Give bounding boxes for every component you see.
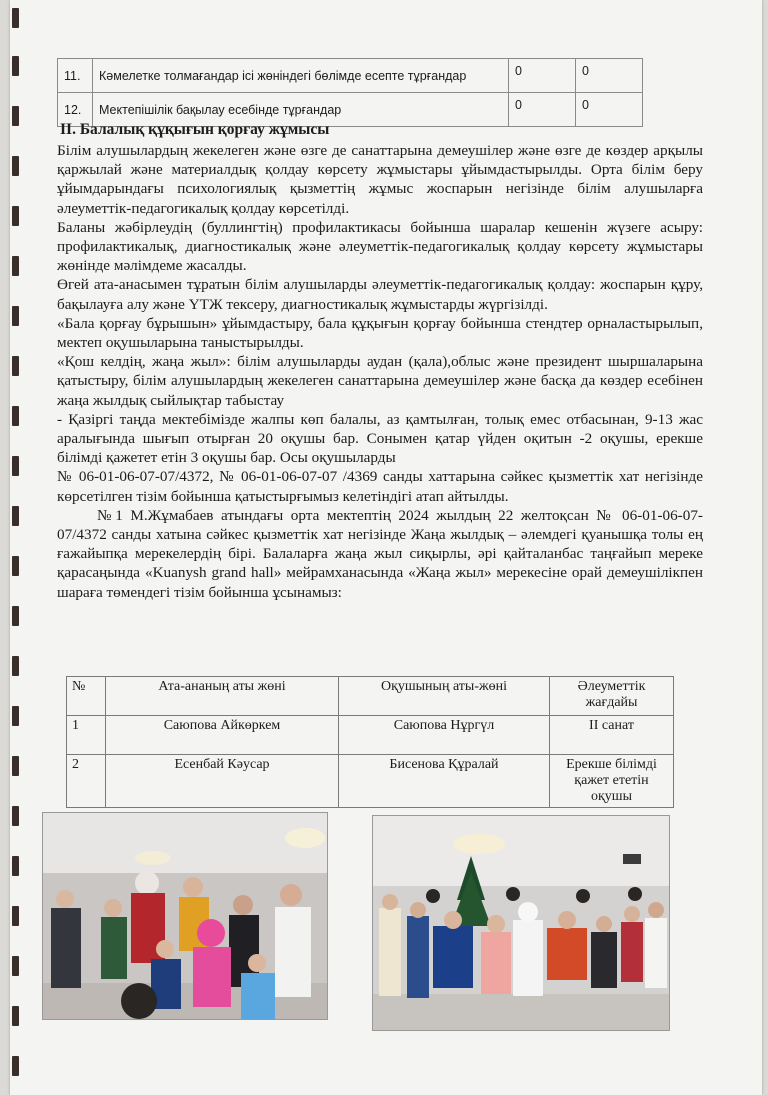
cell-num: 2 — [67, 755, 106, 808]
cell-status: Ерекше білімді қажет ететін оқушы — [550, 755, 674, 808]
cell-num: 1 — [67, 716, 106, 755]
cell-student: Саюпова Нұргүл — [339, 716, 550, 755]
binder-hole — [12, 1006, 19, 1026]
registry-table — [57, 58, 643, 127]
paragraph: Баланы жәбірлеудің (буллингтің) профилактикасы бойынша шаралар кешенін жүзеге асыру: профилактикалық, диагностикалық және әлеуметтік-педагогикалық қолдау көрсету жұмыстары жөнінде мәлімдеме жасалды. — [57, 218, 703, 275]
paragraph: № 06-01-06-07-07/4372, № 06-01-06-07-07 /4369 санды хаттарына сәйкес қызметтік хат негізінде көрсетілген тізім бойынша қатыстырғымыз келетіндігі атап айтылды. — [57, 468, 703, 505]
document-page — [10, 0, 762, 1095]
binder-hole — [12, 856, 19, 876]
cell-status: II санат — [550, 716, 674, 755]
table-row — [67, 755, 674, 808]
paragraph: Өгей ата-анасымен тұратын білім алушыларды әлеуметтік-педагогикалық қолдау: жоспарын құру, бақылауға алу және ҮТЖ тексеру, диагностикалық жұмыстарды жүргізілді. — [57, 276, 703, 313]
row-number: 12. — [58, 93, 93, 127]
binder-hole — [12, 556, 19, 576]
binder-hole — [12, 1056, 19, 1076]
sponsorship-table — [66, 676, 674, 808]
binder-hole — [12, 756, 19, 776]
paragraph: Білім алушылардың жекелеген және өзге де санаттарына демеушілер және өзге де көздер арқылы қаржылай және материалдық қолдау көрсету жұмыстары ұйымдастырылды. Орта білім беру ұйымдарындағы психологиялық қызметтің жұмыс жоспарын негізінде білім алушыларға әлеуметтік-педагогикалық қолдау көрсетілді. — [57, 142, 703, 217]
binder-hole — [12, 906, 19, 926]
binder-hole — [12, 306, 19, 326]
binder-hole — [12, 606, 19, 626]
paragraph: «Бала қорғау бұрышын» ұйымдастыру, бала құқығын қорғау бойынша стендтер орналастырылып, мектеп оқушыларына таныстырылды. — [57, 314, 703, 352]
binder-hole — [12, 56, 19, 76]
binder-hole — [12, 406, 19, 426]
cell-student: Бисенова Құралай — [339, 755, 550, 808]
row-value-2: 0 — [576, 59, 643, 93]
binder-hole — [12, 956, 19, 976]
binder-hole — [12, 206, 19, 226]
party-photo-left — [42, 812, 328, 1020]
binder-hole — [12, 8, 19, 28]
header-student: Оқушының аты-жөні — [339, 677, 550, 716]
table-row — [67, 716, 674, 755]
binder-hole — [12, 706, 19, 726]
row-value-2: 0 — [576, 93, 643, 127]
row-label: Мектепішілік бақылау есебінде тұрғандар — [93, 93, 509, 127]
section-title: II. Балалық құқығын қорғау жұмысы — [60, 121, 330, 138]
binder-hole — [12, 656, 19, 676]
binder-hole — [12, 456, 19, 476]
binder-hole — [12, 256, 19, 276]
cell-parent: Есенбай Кәусар — [106, 755, 339, 808]
row-number: 11. — [58, 59, 93, 93]
party-photo-right — [372, 815, 670, 1031]
header-status: Әлеуметтік жағдайы — [550, 677, 674, 716]
paragraph: «Қош келдің, жаңа жыл»: білім алушыларды аудан (қала),облыс және президент шыршаларына қатыстыру, білім алушылардың жекелеген санаттарына демеушілер және басқа да көздер есебінен жаңа жылдық сыйлықтар табыстау — [57, 353, 703, 409]
table-header-row — [67, 677, 674, 716]
paragraph: №1 М.Жұмабаев атындағы орта мектептің 2024 жылдың 22 желтоқсан № 06-01-06-07-07/4372 санды хатына сәйкес қызметтік хат негізінде Жаңа жылдық – әлемдегі қуанышқа толы ең ғажайыпқа мерекелердің бірі. Балаларға жаңа жыл сиқырлы, әрі қайталанбас таңғайып мереке қарасаңында «Kuanysh grand hall» мейрамханасында «Жаңа жыл» мерекесіне орай демеушілікпен шараға төмендегі тізім бойынша ұсынамыз: — [57, 506, 703, 601]
binder-hole — [12, 156, 19, 176]
body-text — [57, 141, 703, 602]
binder-hole — [12, 506, 19, 526]
header-num: № — [67, 677, 106, 716]
table-row — [58, 59, 643, 93]
row-label: Кәмелетке толмағандар ісі жөніндегі бөлімде есепте тұрғандар — [93, 59, 509, 93]
cell-parent: Саюпова Айкөркем — [106, 716, 339, 755]
binder-holes — [10, 0, 24, 1095]
row-value-1: 0 — [509, 93, 576, 127]
binder-hole — [12, 106, 19, 126]
row-value-1: 0 — [509, 59, 576, 93]
header-parent: Ата-ананың аты жөні — [106, 677, 339, 716]
binder-hole — [12, 356, 19, 376]
paragraph: - Қазіргі таңда мектебімізде жалпы көп балалы, аз қамтылған, толық емес отбасынан, 9-13 жас аралығында шығып отырған 20 оқушы бар. Сонымен қатар үйден оқитын -2 оқушы, ерекше білімді қажетет етін 3 оқушы бар. Осы оқушыларды — [57, 410, 703, 467]
binder-hole — [12, 806, 19, 826]
